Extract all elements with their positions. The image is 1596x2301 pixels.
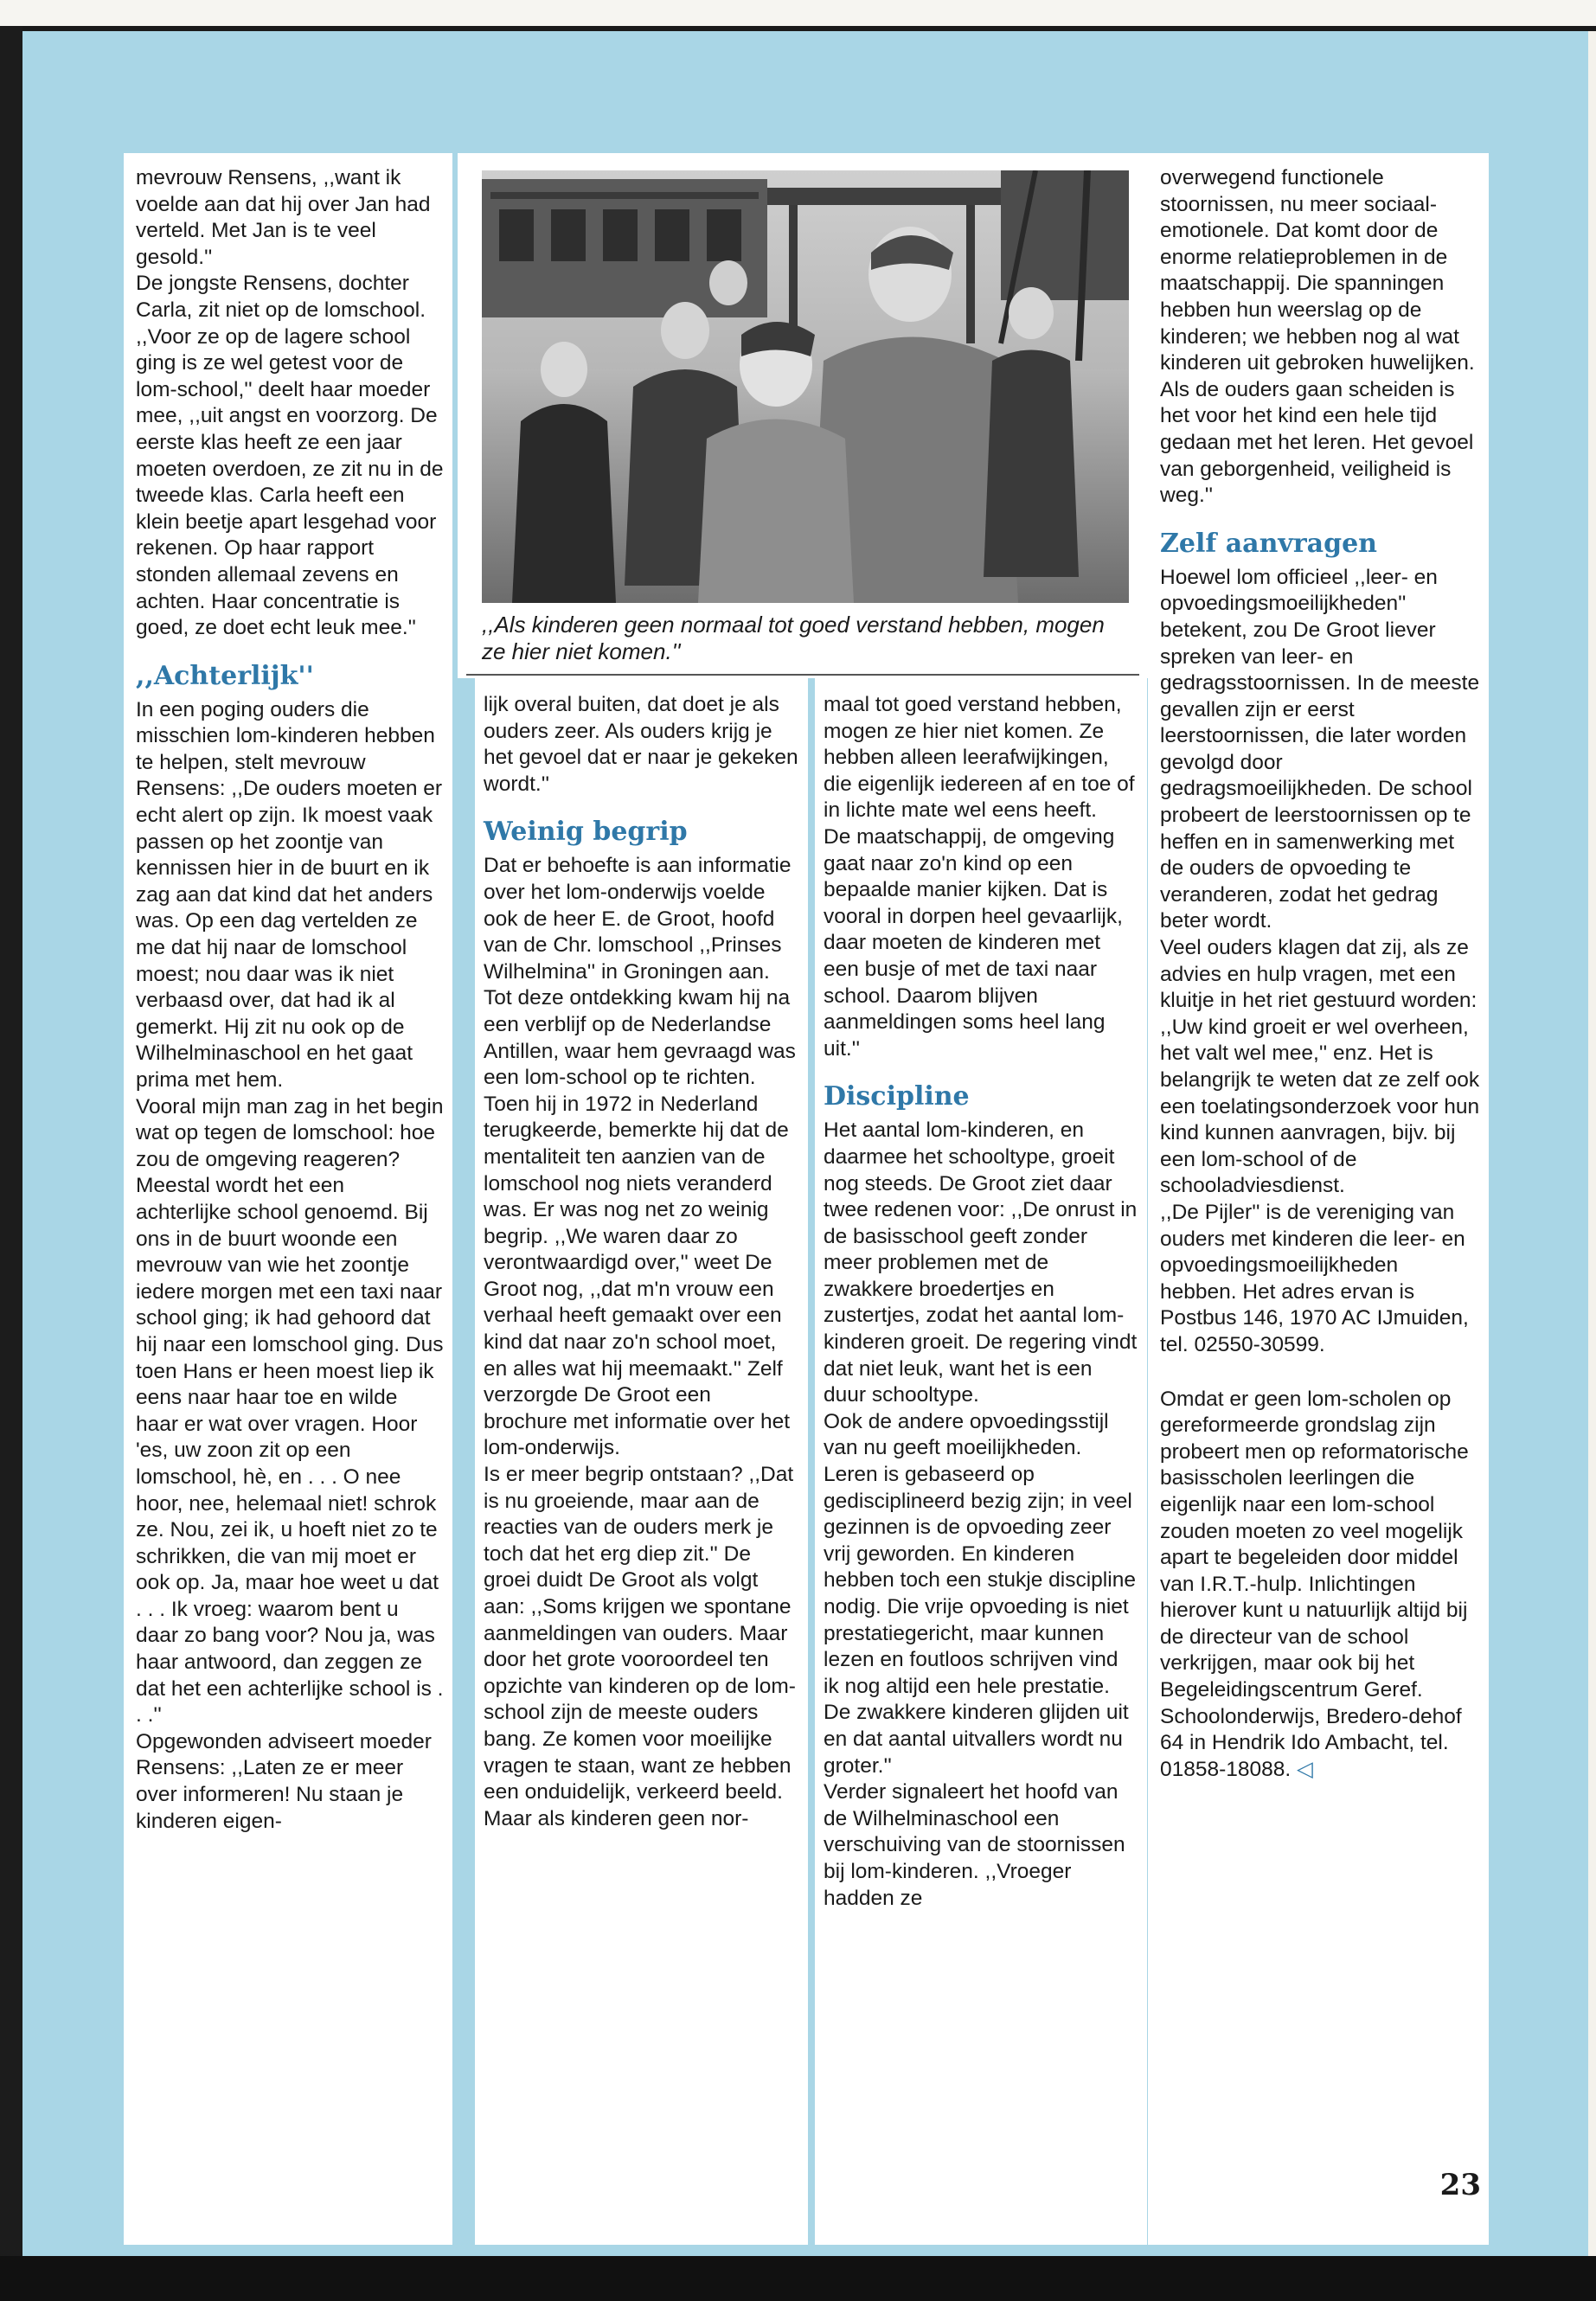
section-heading-discipline: Discipline: [824, 1081, 970, 1112]
paragraph: maal tot goed verstand hebben, mogen ze hier niet komen. Ze hebben alleen leerafwijkingen, die eigenlijk iedereen af en toe of in lichte mate wel eens heeft.: [824, 693, 1135, 823]
paragraph: De maatschappij, de omgeving gaat naar zo'n kind op een bepaalde manier kijken. Dat is vooral in dorpen heel gevaarlijk, daar moeten de kinderen met een busje of met de taxi naar school. Daarom blijven aanmeldingen soms heel lang uit.'': [824, 824, 1123, 1061]
scan-border-top: [0, 0, 1596, 26]
paragraph: Verder signaleert het hoofd van de Wilhelminaschool een verschuiving van de stoornissen bij lom-kinderen. ,,Vroeger hadden ze: [824, 1780, 1125, 1910]
article-column-3: [815, 678, 1147, 2245]
scan-border-left: [0, 26, 22, 2266]
paragraph: Veel ouders klagen dat zij, als ze advies en hulp vragen, met een kluitje in het riet gestuurd worden: ,,Uw kind groeit er wel overheen, het valt wel mee,'' enz. Het is belangrijk te weten dat ze zelf ook een toelatingsonderzoek voor hun kind kunnen aanvragen, bijv. bij een lom-school of de schooladviesdienst.: [1160, 936, 1480, 1198]
article-column-4: [1148, 153, 1489, 2245]
section-heading-achterlijk: ,,Achterlijk'': [136, 660, 314, 691]
scan-border-bottom: [0, 2256, 1596, 2301]
paragraph: Dat er behoefte is aan informatie over het lom-onderwijs voelde ook de heer E. de Groot, hoofd van de Chr. lomschool ,,Prinses Wilhelmina'' in Groningen aan. Tot deze ontdekking kwam hij na een verblijf op de Nederlandse Antillen, waar hem gevraagd was een lom-school op te richten. Toen hij in 1972 in Nederland terugkeerde, bemerkte hij dat de mentaliteit ten aanzien van de lomschool nog niets veranderd was. Er was nog net zo weinig begrip. ,,We waren daar zo verontwaardigd over,'' weet De Groot nog, ,,dat m'n vrouw een verhaal heeft gemaakt over een kind dat naar zo'n school moet, en alles wat hij meemaakt.'' Zelf verzorgde De Groot een brochure met informatie over het lom-onderwijs.: [484, 854, 796, 1460]
paragraph: Vooral mijn man zag in het begin wat op tegen de lomschool: hoe zou de omgeving reageren? Meestal wordt het een achterlijke school genoemd. Bij ons in de buurt woonde een mevrouw van wie het zoontje iedere morgen met een taxi naar school ging; ik had gehoord dat hij naar een lomschool ging. Dus toen Hans er heen moest liep ik eens naar haar toe en wilde haar er wat over vragen. Hoor 'es, uw zoon zit op een lomschool, hè, en . . . O nee hoor, nee, helemaal niet! schrok ze. Nou, zei ik, u hoeft niet zo te schrikken, die van mij moet er ook op. Ja, maar hoe weet u dat . . . Ik vroeg: waarom bent u daar zo bang voor? Nou ja, was haar antwoord, dan zeggen ze dat het een achterlijke school is . . .'': [136, 1094, 444, 1727]
paragraph: Opgewonden adviseert moeder Rensens: ,,Laten ze er meer over informeren! Nu staan je kinderen eigen-: [136, 1729, 432, 1833]
photo-illustration: [482, 170, 1129, 603]
photo-block: [458, 153, 1148, 678]
article-column-1: [124, 153, 452, 2245]
paragraph: mevrouw Rensens, ,,want ik voelde aan dat hij over Jan had verteld. Met Jan is te veel gesold.'': [136, 166, 431, 269]
paragraph: ,,De Pijler'' is de vereniging van ouders met kinderen die leer- en opvoedingsmoeilijkheden hebben. Het adres ervan is Postbus 146, 1970 AC IJmuiden, tel. 02550-30599.: [1160, 1200, 1469, 1356]
caption-divider: [466, 674, 1139, 676]
closing-paragraph-text: Omdat er geen lom-scholen op gereformeerde grondslag zijn probeert men op reformatorische basisscholen leerlingen die eigenlijk naar een lom-school zouden moeten zo veel mogelijk apart te begeleiden door middel van I.R.T.-hulp. Inlichtingen hierover kunt u natuurlijk altijd bij de directeur van de school verkrijgen, maar ook bij het Begeleidingscentrum Geref. Schoolonderwijs, Bredero-dehof 64 in Hendrik Ido Ambacht, tel. 01858-18088.: [1160, 1387, 1469, 1781]
paragraph: De jongste Rensens, dochter Carla, zit niet op de lomschool. ,,Voor ze op de lagere school ging is ze wel getest voor de lom-school,'' deelt haar moeder mee, ,,uit angst en voorzorg. De eerste klas heeft ze een jaar moeten overdoen, ze zit nu in de tweede klas. Carla heeft een klein beetje apart lesgehad voor rekenen. Op haar rapport stonden allemaal zevens en achten. Haar concentratie is goed, ze doet echt leuk mee.'': [136, 272, 444, 640]
article-column-2: [475, 678, 808, 2245]
page-number: 23: [1439, 2168, 1481, 2202]
children-group-photo: [482, 170, 1129, 603]
photo-caption: ,,Als kinderen geen normaal tot goed verstand hebben, mogen ze hier niet komen.'': [482, 612, 1105, 664]
paragraph: Maar als kinderen geen nor-: [484, 1806, 749, 1830]
paragraph: Ook de andere opvoedingsstijl van nu geeft moeilijkheden. Leren is gebaseerd op gedisciplineerd bezig zijn; in veel gezinnen is de opvoeding zeer vrij geworden. En kinderen hebben toch een stukje discipline nodig. Die vrije opvoeding is niet prestatiegericht, maar kunnen lezen en foutloos schrijven vind ik nog altijd een hele prestatie. De zwakkere kinderen glijden uit en dat aantal uitvallers wordt nu groter.'': [824, 1409, 1136, 1778]
paragraph: [1160, 1387, 1480, 1784]
paragraph: Hoewel lom officieel ,,leer- en opvoedingsmoeilijkheden'' betekent, zou De Groot liever spreken van leer- en gedragsstoornissen. In de meeste gevallen zijn er eerst leerstoornissen, die later worden gevolgd door gedragsmoeilijkheden. De school probeert de leerstoornissen op te heffen en in samenwerking met de ouders de opvoeding te veranderen, zodat het gedrag beter wordt.: [1160, 565, 1480, 933]
paragraph: overwegend functionele stoornissen, nu meer sociaal-emotionele. Dat komt door de enorme relatieproblemen in de maatschappij. Die spanningen hebben hun weerslag op de kinderen; we hebben nog al wat kinderen uit gebroken huwelijken. Als de ouders gaan scheiden is het voor het kind een hele tijd gedaan met het leren. Het gevoel van geborgenheid, veiligheid is weg.'': [1160, 166, 1475, 508]
paragraph: lijk overal buiten, dat doet je als ouders zeer. Als ouders krijg je het gevoel dat er naar je gekeken wordt.'': [484, 693, 798, 796]
paragraph: Het aantal lom-kinderen, en daarmee het schooltype, groeit nog steeds. De Groot ziet daar twee redenen voor: ,,De onrust in de basisschool geeft zonder meer problemen met de zwakkere broedertjes en zustertjes, zodat het aantal lom-kinderen groeit. De regering vindt dat niet leuk, want het is een duur schooltype.: [824, 1118, 1138, 1407]
end-of-article-icon: ◁: [1297, 1757, 1313, 1781]
paragraph: Is er meer begrip ontstaan? ,,Dat is nu groeiende, maar aan de reacties van de ouders merk je toch dat het erg diep zit.'' De groei duidt De Groot als volgt aan: ,,Soms krijgen we spontane aanmeldingen van ouders. Maar door het grote vooroordeel ten opzichte van kinderen op de lom-school zijn de meeste ouders bang. Ze komen voor moeilijke vragen te staan, want ze hebben een onduidelijk, verkeerd beeld.: [484, 1463, 796, 1804]
section-heading-weinig-begrip: Weinig begrip: [484, 817, 688, 848]
paragraph: In een poging ouders die misschien lom-kinderen hebben te helpen, stelt mevrouw Rensens: ,,De ouders moeten er echt alert op zijn. Ik moest vaak passen op het zoontje van kennissen hier in de buurt en ik zag aan dat kind dat het anders was. Op een dag vertelden ze me dat hij naar de lomschool moest; nou daar was ik niet verbaasd over, dat had ik al gemerkt. Hij zit nu ook op de Wilhelminaschool en het gaat prima met hem.: [136, 697, 443, 1092]
section-heading-zelf-aanvragen: Zelf aanvragen: [1160, 528, 1377, 559]
magazine-page: [22, 31, 1588, 2256]
